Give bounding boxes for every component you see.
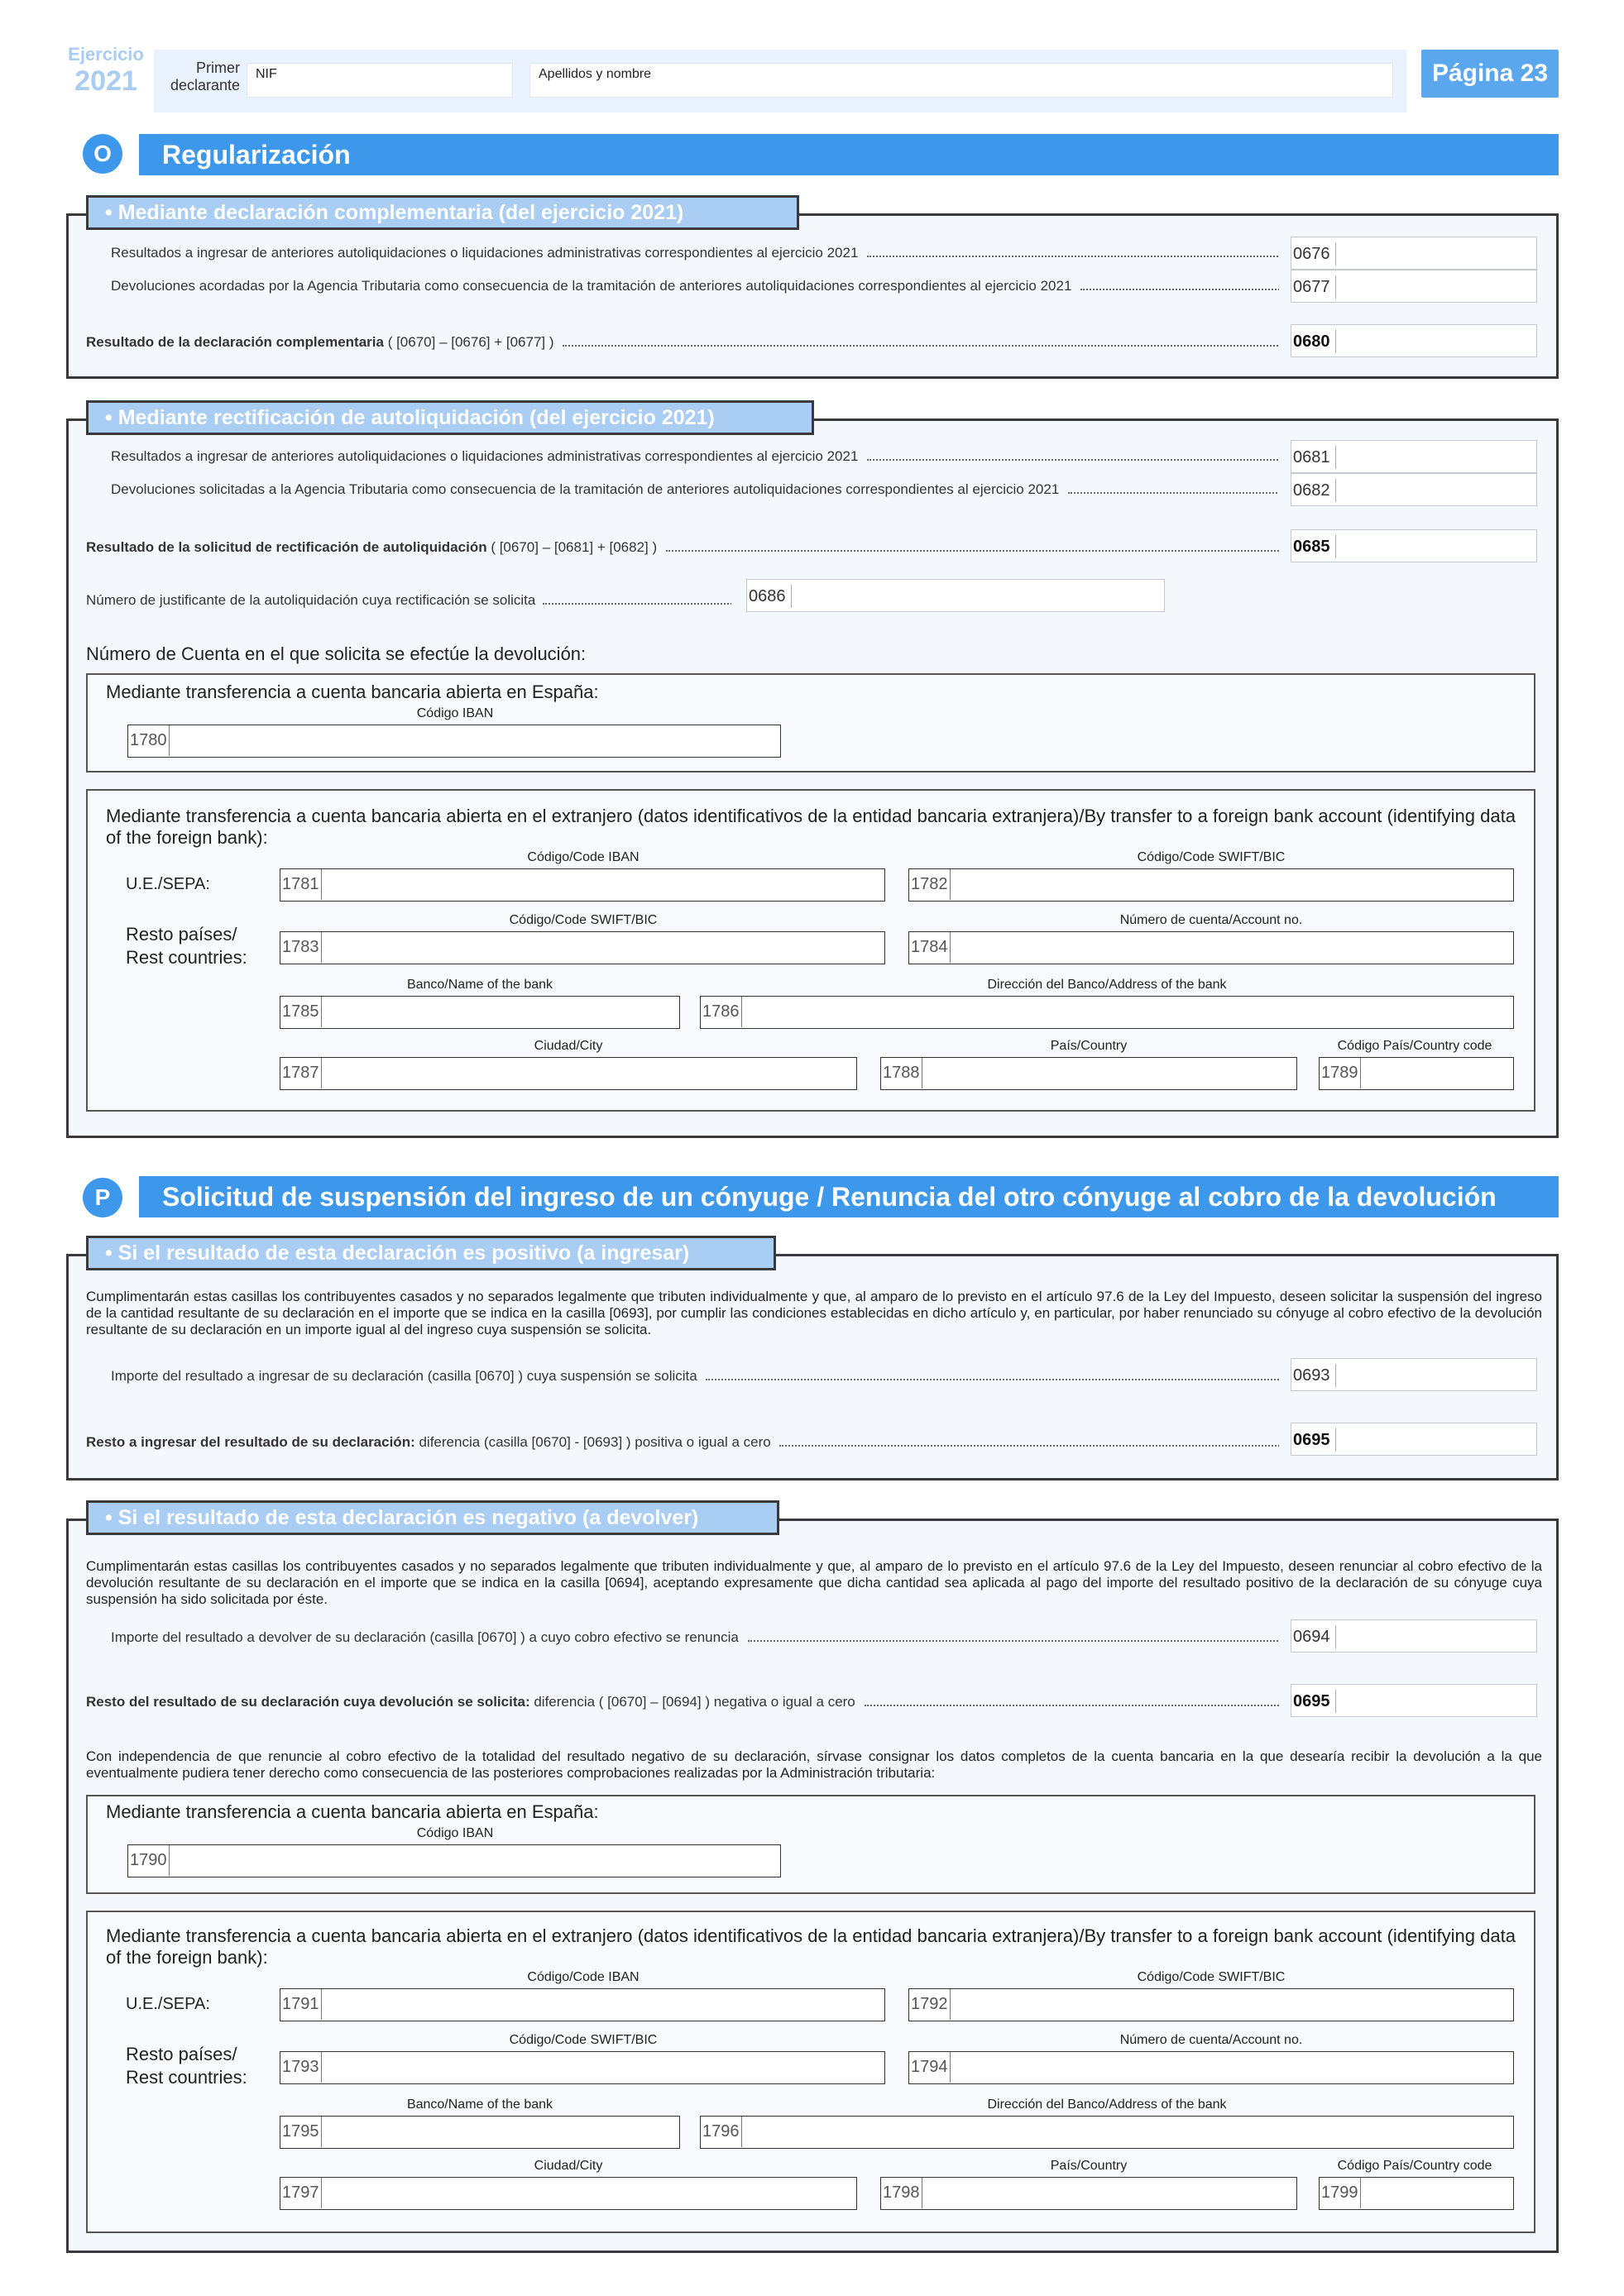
spain-title: Mediante transferencia a cuenta bancaria abierta en España: bbox=[106, 682, 599, 702]
ue-sepa-label-p: U.E./SEPA: bbox=[126, 1995, 210, 2013]
iban-input-1790[interactable] bbox=[127, 1844, 781, 1877]
code-0694: 0694 bbox=[1293, 1625, 1336, 1648]
nif-field[interactable] bbox=[247, 63, 513, 98]
code-0677: 0677 bbox=[1293, 275, 1336, 299]
iban-input-1780[interactable] bbox=[127, 725, 781, 758]
box-0694[interactable] bbox=[1291, 1619, 1537, 1653]
label-pais: País/Country bbox=[1050, 1039, 1128, 1053]
code-1798: 1798 bbox=[881, 2178, 922, 2208]
code-1783: 1783 bbox=[280, 932, 322, 963]
label-banco: Banco/Name of the bank bbox=[406, 978, 553, 992]
row-0677 bbox=[111, 278, 1279, 294]
label-iban-p: Código/Code IBAN bbox=[527, 1970, 640, 1984]
code-1796: 1796 bbox=[701, 2117, 742, 2147]
code-1793: 1793 bbox=[280, 2052, 322, 2083]
primer-declarante-label bbox=[156, 60, 240, 94]
label-pais-p: País/Country bbox=[1050, 2159, 1128, 2173]
label-swift-p: Código/Code SWIFT/BIC bbox=[1137, 1970, 1286, 1984]
spain-title-p: Mediante transferencia a cuenta bancaria abierta en España: bbox=[106, 1801, 599, 1822]
label-direccion: Dirección del Banco/Address of the bank bbox=[987, 978, 1227, 992]
box-0680[interactable] bbox=[1291, 324, 1537, 357]
dots bbox=[543, 603, 731, 605]
row-0694 bbox=[111, 1629, 1279, 1646]
negativo-paragraph: Cumplimentarán estas casillas los contribuyentes casados y no separados legalmente que tributen individualmente y que, al amparo de lo previsto en el artículo 97.6 de la Ley del Impuesto, deseen renunciar al cobro efectivo de la devolución resultante de su declaración en el importe que se indica en la casilla [0694], aceptando expresamente que dicha cantidad sea aplicada al pago del importe del resultado positivo de la declaración de su cónyuge cuya suspensión ha sido solicitada por éste. bbox=[86, 1558, 1542, 1607]
input-1784[interactable] bbox=[908, 931, 1514, 964]
row-0693 bbox=[111, 1368, 1279, 1385]
row-0695a bbox=[86, 1434, 1279, 1451]
label-cuenta: Número de cuenta/Account no. bbox=[1119, 913, 1303, 927]
row-0680-bold: Resultado de la declaración complementaria bbox=[86, 334, 384, 350]
row-0695a-bold: Resto a ingresar del resultado de su declaración: bbox=[86, 1434, 415, 1450]
box-0685[interactable] bbox=[1291, 529, 1537, 562]
dots bbox=[666, 550, 1279, 552]
dots bbox=[779, 1445, 1279, 1447]
label-codpais: Código País/Country code bbox=[1337, 1039, 1492, 1053]
input-1788[interactable] bbox=[880, 1057, 1297, 1090]
row-0685-bold: Resultado de la solicitud de rectificación de autoliquidación bbox=[86, 539, 487, 555]
page-number: Página 23 bbox=[1421, 50, 1559, 98]
input-1797[interactable] bbox=[280, 2177, 857, 2210]
input-1786[interactable] bbox=[700, 996, 1514, 1029]
resto-label bbox=[126, 923, 247, 969]
code-1799: 1799 bbox=[1320, 2178, 1361, 2208]
input-1798[interactable] bbox=[880, 2177, 1297, 2210]
code-0686: 0686 bbox=[749, 585, 792, 608]
ejercicio-text: Ejercicio bbox=[68, 44, 144, 65]
rectificacion-title: • Mediante rectificación de autoliquidación (del ejercicio 2021) bbox=[86, 400, 814, 435]
resto-line1: Resto países/ bbox=[126, 924, 237, 945]
row-0680 bbox=[86, 334, 1279, 351]
apellidos-field[interactable] bbox=[529, 63, 1393, 98]
box-0682[interactable] bbox=[1291, 473, 1537, 506]
complementaria-title: • Mediante declaración complementaria (del ejercicio 2021) bbox=[86, 195, 799, 230]
ejercicio-label bbox=[65, 45, 147, 98]
code-0682: 0682 bbox=[1293, 479, 1336, 502]
code-1797: 1797 bbox=[280, 2178, 322, 2208]
label-swift2: Código/Code SWIFT/BIC bbox=[509, 913, 658, 927]
resto-line1-p: Resto países/ bbox=[126, 2044, 237, 2064]
code-1786: 1786 bbox=[701, 997, 742, 1027]
input-1795[interactable] bbox=[280, 2116, 680, 2149]
row-0695a-text: diferencia (casilla [0670] - [0693] ) positiva o igual a cero bbox=[414, 1434, 771, 1450]
code-1789: 1789 bbox=[1320, 1058, 1361, 1088]
label-direccion-p: Dirección del Banco/Address of the bank bbox=[987, 2097, 1227, 2112]
positivo-title: • Si el resultado de esta declaración es positivo (a ingresar) bbox=[86, 1236, 776, 1270]
nif-label: NIF bbox=[256, 67, 277, 81]
code-0685: 0685 bbox=[1293, 535, 1336, 558]
code-0680: 0680 bbox=[1293, 330, 1336, 353]
ue-sepa-label: U.E./SEPA: bbox=[126, 875, 210, 893]
code-0695b: 0695 bbox=[1293, 1690, 1336, 1713]
row-0681 bbox=[111, 448, 1279, 465]
label-cuenta-p: Número de cuenta/Account no. bbox=[1119, 2033, 1303, 2047]
row-0680-text: ( [0670] – [0676] + [0677] ) bbox=[383, 334, 554, 350]
primer-line1: Primer bbox=[196, 60, 240, 76]
row-0676 bbox=[111, 245, 1279, 261]
dots bbox=[867, 459, 1279, 461]
code-1787: 1787 bbox=[280, 1058, 322, 1088]
code-1785: 1785 bbox=[280, 997, 322, 1027]
code-1795: 1795 bbox=[280, 2117, 322, 2147]
dots bbox=[706, 1379, 1279, 1380]
foreign-title-p: Mediante transferencia a cuenta bancaria abierta en el extranjero (datos identificativos de la entidad bancaria extranjera)/By transfer to a foreign bank account (identifying data of the foreign bank): bbox=[106, 1925, 1516, 1968]
foreign-title: Mediante transferencia a cuenta bancaria abierta en el extranjero (datos identificativos de la entidad bancaria extranjera)/By transfer to a foreign bank account (identifying data of the foreign bank): bbox=[106, 806, 1516, 848]
input-1794[interactable] bbox=[908, 2051, 1514, 2084]
row-0682 bbox=[111, 481, 1279, 498]
code-0676: 0676 bbox=[1293, 242, 1336, 265]
negativo-title: • Si el resultado de esta declaración es negativo (a devolver) bbox=[86, 1500, 779, 1535]
dots bbox=[1080, 289, 1279, 290]
dots bbox=[865, 1705, 1279, 1706]
label-ciudad-p: Ciudad/City bbox=[534, 2159, 603, 2173]
label-iban: Código/Code IBAN bbox=[527, 850, 640, 864]
primer-line2: declarante bbox=[170, 77, 240, 93]
input-1791[interactable] bbox=[280, 1988, 885, 2021]
code-1782: 1782 bbox=[909, 869, 951, 900]
code-1781: 1781 bbox=[280, 869, 322, 900]
code-0681: 0681 bbox=[1293, 446, 1336, 469]
code-0693: 0693 bbox=[1293, 1364, 1336, 1387]
apellidos-label: Apellidos y nombre bbox=[539, 67, 652, 81]
code-0695a: 0695 bbox=[1293, 1428, 1336, 1452]
box-0686[interactable] bbox=[746, 579, 1165, 612]
code-1794: 1794 bbox=[909, 2052, 951, 2083]
box-0681[interactable] bbox=[1291, 440, 1537, 473]
code-1791: 1791 bbox=[280, 1989, 322, 2020]
resto-label-p bbox=[126, 2043, 247, 2089]
row-0682-text: Devoluciones solicitadas a la Agencia Tributaria como consecuencia de la tramitación de anteriores autoliquidaciones correspondientes al ejercicio 2021 bbox=[111, 481, 1060, 497]
row-0676-text: Resultados a ingresar de anteriores autoliquidaciones o liquidaciones administrativas correspondientes al ejercicio 2021 bbox=[111, 245, 859, 261]
label-codpais-p: Código País/Country code bbox=[1337, 2159, 1492, 2173]
code-1780: 1780 bbox=[128, 725, 170, 756]
box-0695b[interactable] bbox=[1291, 1684, 1537, 1717]
code-1784: 1784 bbox=[909, 932, 951, 963]
ejercicio-year: 2021 bbox=[74, 65, 137, 97]
iban-label-p: Código IBAN bbox=[416, 1826, 494, 1840]
section-p-letter: P bbox=[83, 1178, 122, 1217]
row-0677-text: Devoluciones acordadas por la Agencia Tributaria como consecuencia de la tramitación de anteriores autoliquidaciones correspondientes al ejercicio 2021 bbox=[111, 278, 1072, 294]
row-0695b bbox=[86, 1694, 1279, 1710]
input-1785[interactable] bbox=[280, 996, 680, 1029]
section-o-title: Regularización bbox=[139, 134, 1559, 175]
row-0685-text: ( [0670] – [0681] + [0682] ) bbox=[486, 539, 658, 555]
box-0695a[interactable] bbox=[1291, 1423, 1537, 1456]
dots bbox=[867, 256, 1279, 257]
row-0685 bbox=[86, 539, 1279, 556]
row-0693-text: Importe del resultado a ingresar de su declaración (casilla [0670] ) cuya suspensión se solicita bbox=[111, 1368, 697, 1384]
box-0677[interactable] bbox=[1291, 270, 1537, 303]
code-1788: 1788 bbox=[881, 1058, 922, 1088]
cuenta-title: Número de Cuenta en el que solicita se efectúe la devolución: bbox=[86, 643, 587, 664]
row-0695b-bold: Resto del resultado de su declaración cuya devolución se solicita: bbox=[86, 1694, 530, 1710]
label-swift: Código/Code SWIFT/BIC bbox=[1137, 850, 1286, 864]
iban-label: Código IBAN bbox=[416, 706, 494, 720]
row-0694-text: Importe del resultado a devolver de su declaración (casilla [0670] ) a cuyo cobro efectivo se renuncia bbox=[111, 1629, 739, 1645]
input-1792[interactable] bbox=[908, 1988, 1514, 2021]
section-p-title: Solicitud de suspensión del ingreso de un cónyuge / Renuncia del otro cónyuge al cobro de la devolución bbox=[139, 1176, 1559, 1217]
label-banco-p: Banco/Name of the bank bbox=[406, 2097, 553, 2112]
dots bbox=[748, 1640, 1279, 1642]
input-1793[interactable] bbox=[280, 2051, 885, 2084]
input-1787[interactable] bbox=[280, 1057, 857, 1090]
row-0681-text: Resultados a ingresar de anteriores autoliquidaciones o liquidaciones administrativas correspondientes al ejercicio 2021 bbox=[111, 448, 859, 464]
input-1782[interactable] bbox=[908, 868, 1514, 902]
label-swift2-p: Código/Code SWIFT/BIC bbox=[509, 2033, 658, 2047]
input-1799[interactable] bbox=[1319, 2177, 1514, 2210]
input-1781[interactable] bbox=[280, 868, 885, 902]
box-0693[interactable] bbox=[1291, 1358, 1537, 1391]
input-1789[interactable] bbox=[1319, 1057, 1514, 1090]
positivo-paragraph: Cumplimentarán estas casillas los contribuyentes casados y no separados legalmente que tributen individualmente y que, al amparo de lo previsto en el artículo 97.6 de la Ley del Impuesto, deseen solicitar la suspensión del ingreso de la cantidad resultante de su declaración en el importe que se indica en la casilla [0693], por cumplir las condiciones establecidas en dicho artículo y, en particular, por haber renunciado su cónyuge al cobro efectivo de la devolución resultante de su declaración en un importe igual al del ingreso cuya suspensión se solicita. bbox=[86, 1289, 1542, 1337]
row-0695b-text: diferencia ( [0670] – [0694] ) negativa o igual a cero bbox=[529, 1694, 855, 1710]
resto-line2: Rest countries: bbox=[126, 947, 247, 968]
input-1783[interactable] bbox=[280, 931, 885, 964]
code-1792: 1792 bbox=[909, 1989, 951, 2020]
negativo-paragraph2: Con independencia de que renuncie al cobro efectivo de la totalidad del resultado negativo de su declaración, sírvase consignar los datos completos de la cuenta bancaria en la que desearía recibir la devolución a la que eventualmente pudiera tener derecho como consecuencia de las posteriores comprobaciones realizadas por la Administración tributaria: bbox=[86, 1748, 1542, 1781]
section-o-letter: O bbox=[83, 134, 122, 174]
label-ciudad: Ciudad/City bbox=[534, 1039, 603, 1053]
row-0686 bbox=[86, 592, 731, 609]
input-1796[interactable] bbox=[700, 2116, 1514, 2149]
dots bbox=[563, 345, 1279, 347]
row-0686-text: Número de justificante de la autoliquidación cuya rectificación se solicita bbox=[86, 592, 536, 608]
resto-line2-p: Rest countries: bbox=[126, 2067, 247, 2088]
box-0676[interactable] bbox=[1291, 237, 1537, 270]
dots bbox=[1068, 492, 1279, 494]
code-1790: 1790 bbox=[128, 1845, 170, 1876]
